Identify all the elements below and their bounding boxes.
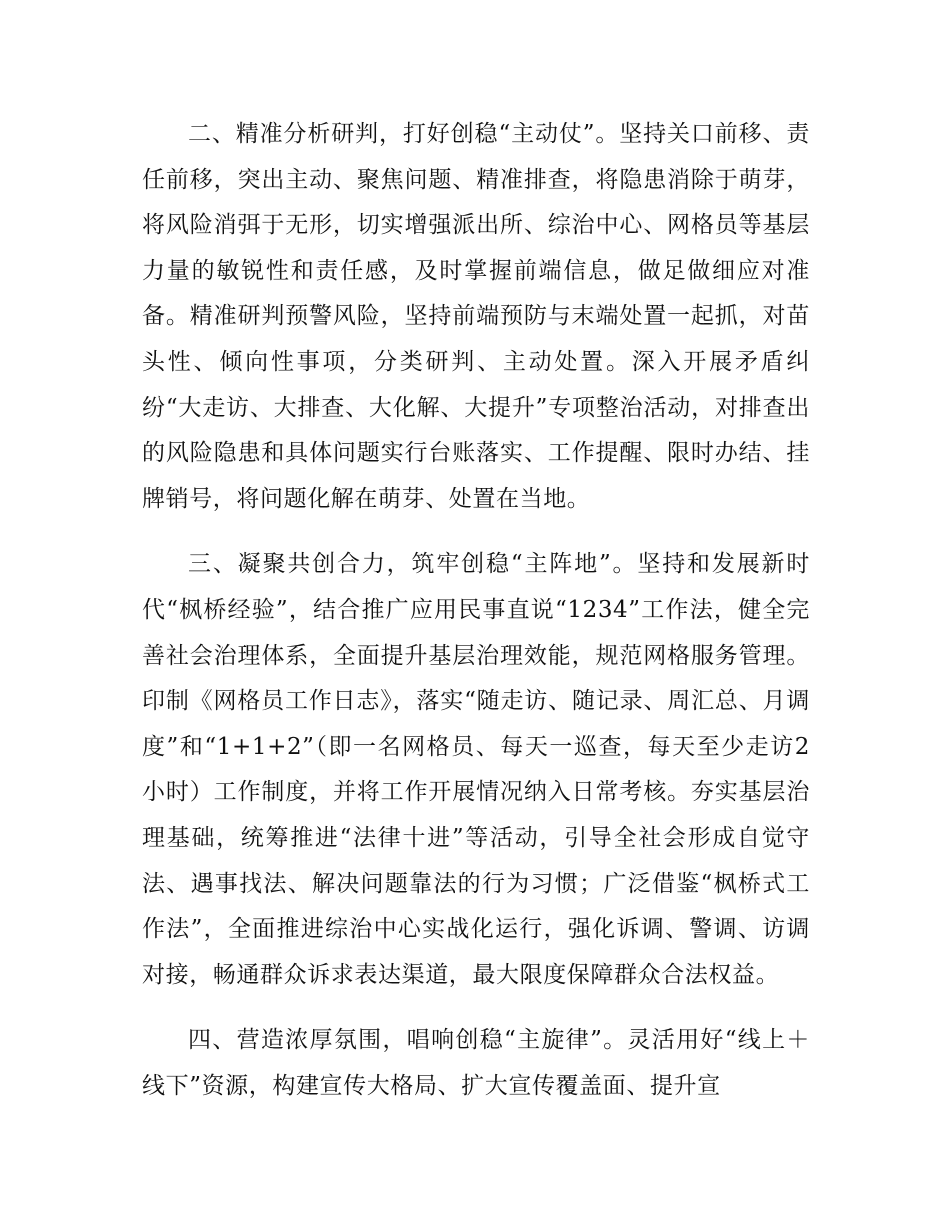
- paragraph-4: 四、营造浓厚氛围，唱响创稳“主旋律”。灵活用好“线上＋线下”资源，构建宣传大格局、扩大宣传覆盖面、提升宣: [142, 1027, 810, 1099]
- paragraph-3: 三、凝聚共创合力，筑牢创稳“主阵地”。坚持和发展新时代“枫桥经验”，结合推广应用民事直说“1234”工作法，健全完善社会治理体系，全面提升基层治理效能，规范网格服务管理。印制《网格员工作日志》，落实“随走访、随记录、周汇总、月调度”和“1+1+2”（即一名网格员、每天一巡查，每天至少走访2小时）工作制度，并将工作开展情况纳入日常考核。夯实基层治理基础，统筹推进“法律十进”等活动，引导全社会形成自觉守法、遇事找法、解决问题靠法的行为习惯；广泛借鉴“枫桥式工作法”，全面推进综治中心实战化运行，强化诉调、警调、访调对接，畅通群众诉求表达渠道，最大限度保障群众合法权益。: [142, 551, 810, 988]
- paragraph-2: 二、精准分析研判，打好创稳“主动仗”。坚持关口前移、责任前移，突出主动、聚焦问题、精准排查，将隐患消除于萌芽，将风险消弭于无形，切实增强派出所、综治中心、网格员等基层力量的敏锐性和责任感，及时掌握前端信息，做足做细应对准备。精准研判预警风险，坚持前端预防与末端处置一起抓，对苗头性、倾向性事项，分类研判、主动处置。深入开展矛盾纠纷“大走访、大排查、大化解、大提升”专项整治活动，对排查出的风险隐患和具体问题实行台账落实、工作提醒、限时办结、挂牌销号，将问题化解在萌芽、处置在当地。: [142, 121, 810, 512]
- document-body: [142, 112, 810, 1109]
